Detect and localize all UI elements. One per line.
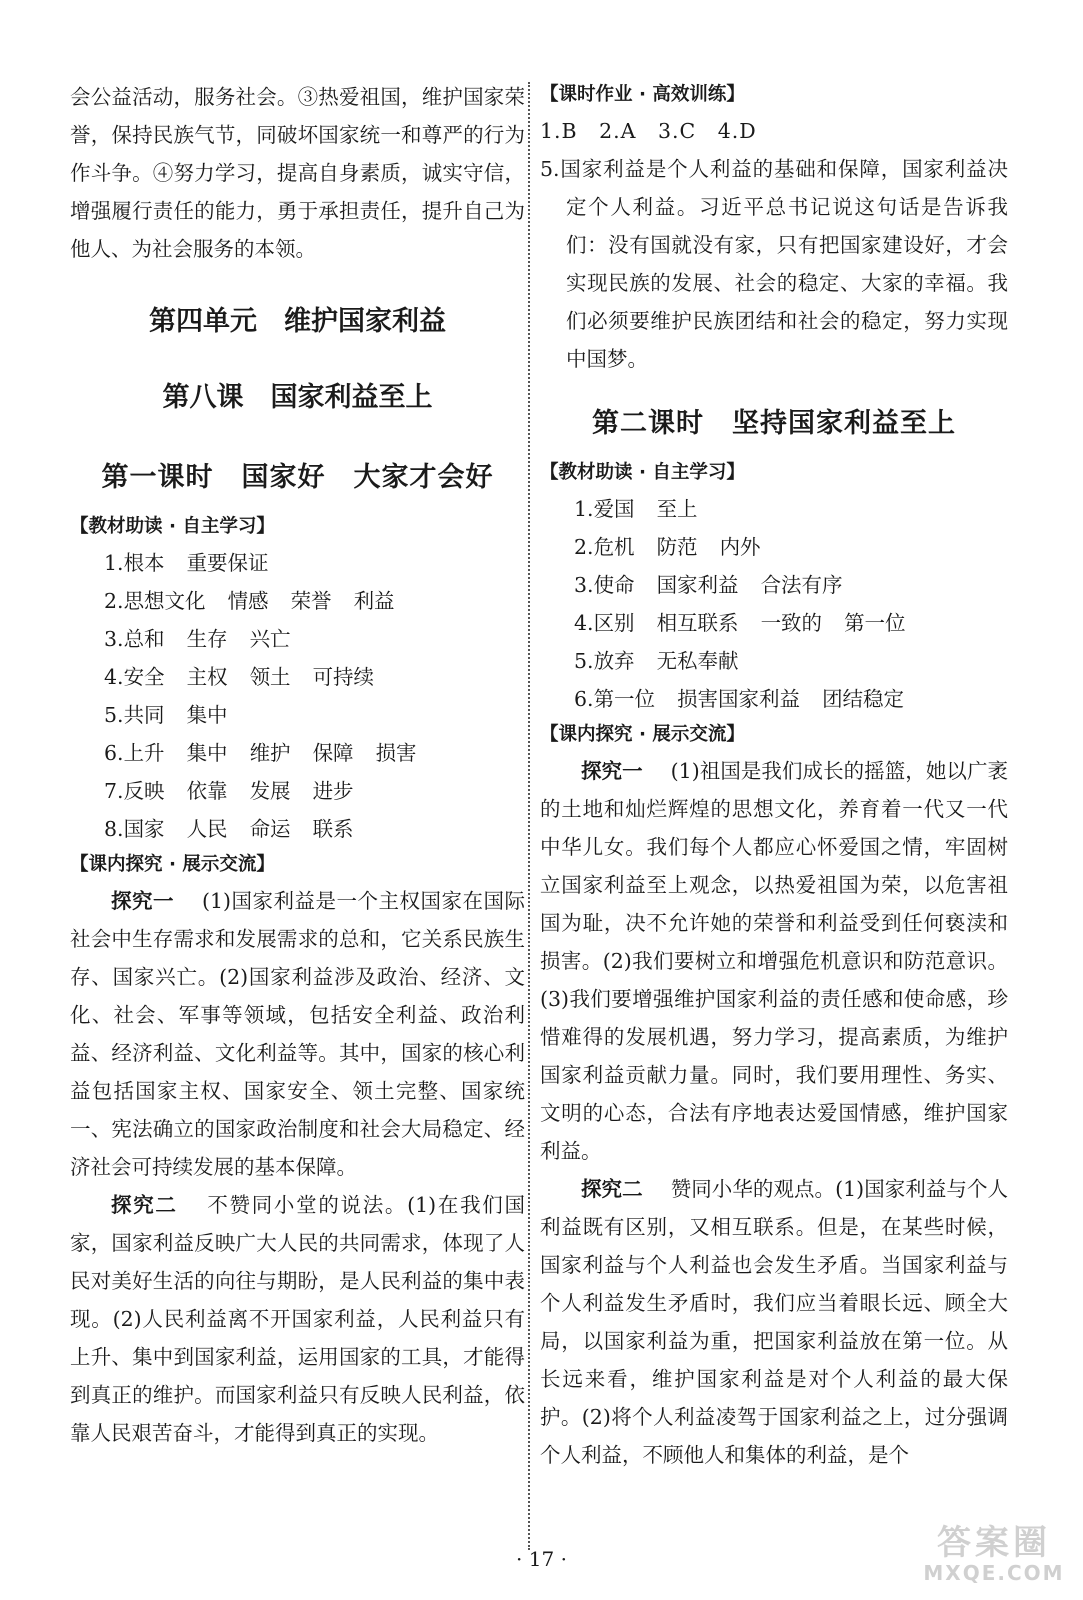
answer-term: 反映	[123, 779, 165, 803]
period-title-1: 第一课时 国家好 大家才会好	[101, 462, 494, 493]
study-answer-item	[540, 566, 1008, 604]
study-answer-list-2	[540, 490, 1008, 718]
column-divider	[528, 82, 530, 1550]
answer-term: 总和	[123, 627, 165, 651]
answer-term: 上升	[123, 741, 165, 765]
answer-term: 思想文化	[123, 589, 206, 613]
section-explore-heading-2: 【课内探究 · 展示交流】	[540, 724, 745, 745]
answer-term: 依靠	[186, 779, 228, 803]
item-number: 2.	[104, 589, 124, 613]
item-number: 4.	[574, 611, 594, 635]
page-number: · 17 ·	[516, 1547, 567, 1571]
answer-term: 损害	[375, 741, 417, 765]
answer-term: 无私奉献	[656, 649, 739, 673]
answer-term: 国家利益	[656, 573, 739, 597]
item-number: 3.	[574, 573, 594, 597]
answer-term: 领土	[249, 665, 291, 689]
study-answer-item	[540, 490, 1008, 528]
item-number: 7.	[104, 779, 124, 803]
answer-term: 进步	[312, 779, 354, 803]
answer-term: 第一位	[844, 611, 906, 635]
explore-2-paragraph	[70, 1186, 525, 1452]
choice-answers: 1.B 2.A 3.C 4.D	[540, 119, 757, 143]
study-answer-item	[70, 810, 525, 848]
explore-2-text-2: 赞同小华的观点。(1)国家利益与个人利益既有区别，又相互联系。但是，在某些时候，国家利益与个人利益也会发生矛盾。当国家利益与个人利益发生矛盾时，我们应当着眼长远、顾全大局，以国家利益为重，把国家利益放在第一位。从长远来看，维护国家利益是对个人利益的最大保护。(2)将个人利益凌驾于国家利益之上，过分强调个人利益，不顾他人和集体的利益，是个	[540, 1177, 1008, 1467]
explore-2-label-2: 探究二	[581, 1177, 643, 1201]
answer-term: 联系	[312, 817, 354, 841]
item-number: 5.	[574, 649, 594, 673]
answer-term: 第一位	[593, 687, 656, 711]
answer-term: 使命	[593, 573, 635, 597]
item-number: 6.	[104, 741, 124, 765]
explore-1-label: 探究一	[111, 889, 174, 913]
right-column	[540, 78, 1008, 1474]
study-answer-item	[540, 680, 1008, 718]
answer-term: 情感	[227, 589, 269, 613]
answer-term: 利益	[353, 589, 395, 613]
answer-term: 兴亡	[249, 627, 291, 651]
answer-term: 可持续	[312, 665, 375, 689]
section-homework-heading: 【课时作业 · 高效训练】	[540, 84, 745, 105]
section-explore-heading: 【课内探究 · 展示交流】	[70, 854, 275, 875]
study-answer-item	[70, 658, 525, 696]
answer-term: 保障	[312, 741, 354, 765]
answer-term: 防范	[656, 535, 698, 559]
study-answer-item	[70, 734, 525, 772]
left-column	[70, 78, 525, 1452]
answer-term: 重要保证	[186, 551, 269, 575]
answer-term: 一致的	[760, 611, 823, 635]
answer-term: 内外	[719, 535, 761, 559]
answer-term: 放弃	[593, 649, 635, 673]
answer-term: 爱国	[593, 497, 635, 521]
explore-2-paragraph-2	[540, 1170, 1008, 1474]
answer-term: 安全	[123, 665, 165, 689]
answer-term: 命运	[249, 817, 291, 841]
answer-term: 荣誉	[290, 589, 332, 613]
explore-1-label-2: 探究一	[581, 759, 643, 783]
watermark-text-en: MXQE.COM	[923, 1561, 1065, 1585]
watermark-logo	[919, 1522, 1069, 1586]
study-answer-list	[70, 544, 525, 848]
explore-2-text: 不赞同小堂的说法。(1)在我们国家，国家利益反映广大人民的共同需求，体现了人民对美好生活的向往与期盼，是人民利益的集中表现。(2)人民利益离不开国家利益，人民利益只有上升、集中到国家利益，运用国家的工具，才能得到真正的维护。而国家利益只有反映人民利益，依靠人民艰苦奋斗，才能得到真正的实现。	[70, 1193, 525, 1445]
answer-term: 发展	[249, 779, 291, 803]
section-study-heading-2: 【教材助读 · 自主学习】	[540, 462, 745, 483]
answer-term: 根本	[123, 551, 165, 575]
study-answer-item	[70, 772, 525, 810]
explore-1-paragraph-2	[540, 752, 1008, 1170]
item-number: 4.	[104, 665, 124, 689]
answer-term: 集中	[186, 703, 228, 727]
item-number: 8.	[104, 817, 124, 841]
answer-term: 国家	[123, 817, 165, 841]
item-number: 1.	[574, 497, 594, 521]
item-number: 1.	[104, 551, 124, 575]
explore-1-paragraph	[70, 882, 525, 1186]
item-number: 6.	[574, 687, 594, 711]
answer-term: 维护	[249, 741, 291, 765]
answer-term: 人民	[186, 817, 228, 841]
answer-5: 5.国家利益是个人利益的基础和保障，国家利益决定个人利益。习近平总书记说这句话是告诉我们：没有国就没有家，只有把国家建设好，才会实现民族的发展、社会的稳定、大家的幸福。我们必须要维护民族团结和社会的稳定，努力实现中国梦。	[540, 157, 1008, 371]
study-answer-item	[540, 642, 1008, 680]
explore-1-text: (1)国家利益是一个主权国家在国际社会中生存需求和发展需求的总和，它关系民族生存、国家兴亡。(2)国家利益涉及政治、经济、文化、社会、军事等领域，包括安全利益、政治利益、经济利益、文化利益等。其中，国家的核心利益包括国家主权、国家安全、领土完整、国家统一、宪法确立的国家政治制度和社会大局稳定、经济社会可持续发展的基本保障。	[70, 889, 525, 1179]
answer-term: 区别	[593, 611, 635, 635]
answer-term: 共同	[123, 703, 165, 727]
intro-paragraph: 会公益活动，服务社会。③热爱祖国，维护国家荣誉，保持民族气节，同破坏国家统一和尊严的行为作斗争。④努力学习，提高自身素质，诚实守信，增强履行责任的能力，勇于承担责任，提升自己为他人、为社会服务的本领。	[70, 85, 525, 261]
answer-term: 危机	[593, 535, 635, 559]
answer-term: 集中	[186, 741, 228, 765]
answer-term: 至上	[656, 497, 698, 521]
study-answer-item	[70, 582, 525, 620]
lesson-title: 第八课 国家利益至上	[162, 382, 433, 413]
section-study-heading: 【教材助读 · 自主学习】	[70, 516, 275, 537]
unit-title: 第四单元 维护国家利益	[149, 306, 446, 337]
item-number: 3.	[104, 627, 124, 651]
answer-term: 合法有序	[760, 573, 843, 597]
period-title-2: 第二课时 坚持国家利益至上	[592, 408, 956, 439]
study-answer-item	[70, 696, 525, 734]
answer-term: 相互联系	[656, 611, 739, 635]
answer-term: 团结稳定	[822, 687, 905, 711]
explore-2-label: 探究二	[111, 1193, 178, 1217]
watermark-text-cn: 答案圈	[937, 1523, 1051, 1563]
answer-term: 主权	[186, 665, 228, 689]
answer-term: 生存	[186, 627, 228, 651]
study-answer-item	[70, 544, 525, 582]
item-number: 2.	[574, 535, 594, 559]
study-answer-item	[540, 528, 1008, 566]
study-answer-item	[70, 620, 525, 658]
study-answer-item	[540, 604, 1008, 642]
item-number: 5.	[104, 703, 124, 727]
answer-term: 损害国家利益	[677, 687, 801, 711]
explore-1-text-2: (1)祖国是我们成长的摇篮，她以广袤的土地和灿烂辉煌的思想文化，养育着一代又一代中华儿女。我们每个人都应心怀爱国之情，牢固树立国家利益至上观念，以热爱祖国为荣，以危害祖国为耻，决不允许她的荣誉和利益受到任何亵渎和损害。(2)我们要树立和增强危机意识和防范意识。(3)我们要增强维护国家利益的责任感和使命感，珍惜难得的发展机遇，努力学习，提高素质，为维护国家利益贡献力量。同时，我们要用理性、务实、文明的心态，合法有序地表达爱国情感，维护国家利益。	[540, 759, 1009, 1163]
